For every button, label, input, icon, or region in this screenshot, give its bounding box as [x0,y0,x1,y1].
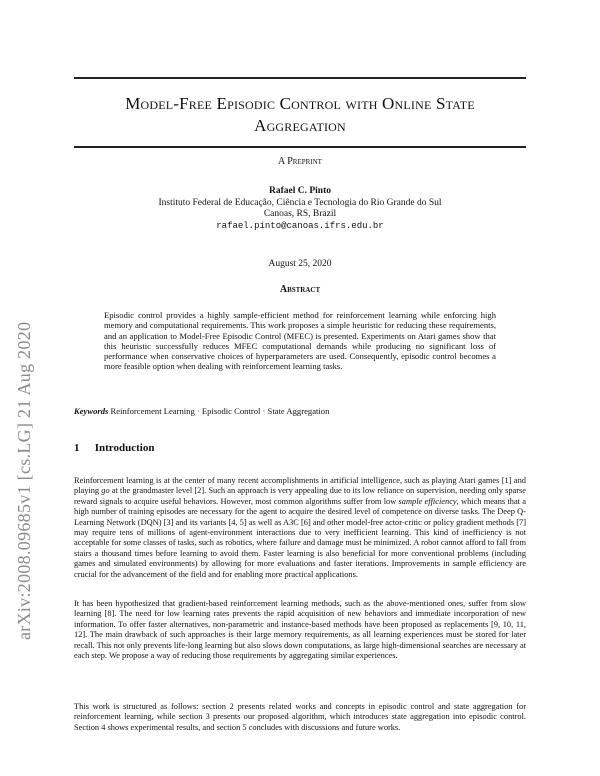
keywords-items: Reinforcement Learning · Episodic Control · State Aggregation [110,406,330,416]
section-heading-introduction [74,442,526,454]
arxiv-identifier-text: arXiv:2008.09685v1 [cs.LG] 21 Aug 2020 [14,321,34,640]
arxiv-identifier-margin [14,200,40,640]
intro-p1-part-c: , which means that a high number of training episodes are necessary for the agent to acquire the desired level of competence on diverse tasks. The Deep Q-Learning Network (DQN) [3] and its variants [4, 5] as well as A3C [6] and other model-free actor-critic or policy gradient methods [7] may require tens of millions of agent-environment interactions due to very inefficient learning. This kind of inefficiency is not acceptable for some classes of tasks, such as robotics, where failure and damage must be minimized. A robot cannot afford to fall from stairs a thousand times before learning to avoid them. Faster learning is also beneficial for more conventional problems (including games and simulated environments) by allowing for more evaluations and faster iterations. Improvements in sample efficiency are crucial for the advancement of the field and for enabling more practical applications. [74,496,526,579]
section-title: Introduction [94,442,155,454]
author-location: Canoas, RS, Brazil [263,209,337,219]
intro-p1-sample-efficiency: sample efficiency [398,496,457,506]
keywords-line [74,406,526,417]
intro-paragraph-1 [74,476,526,580]
abstract-text: Episodic control provides a highly sample-efficient method for reinforcement learning while enforcing high memory and computational requirements. This work proposes a simple heuristic for reducing these requirements, and an application to Model-Free Episodic Control (MFEC) is presented. Experiments on Atari games show that this heuristic successfully reduces MFEC computational demands while producing no significant loss of performance when conservative choices of hyperparameters are used. Consequently, episodic control becomes a more feasible option when dealing with reinforcement learning tasks. [104,310,496,372]
preprint-label: A Preprint [278,156,322,167]
author-affiliation: Instituto Federal de Educação, Ciência e Tecnologia do Rio Grande do Sul [158,197,442,208]
title-line-1: Model-Free Episodic Control with Online State [125,94,475,113]
author-name: Rafael C. Pinto [268,186,331,196]
title-rule-top [74,77,526,79]
intro-p1-go: go [101,486,110,496]
intro-p1-part-a: Reinforcement learning is at the center of many recent accomplishments in artificial intelligence, such as playing Atari games [1] and playing [74,476,526,496]
author-email: rafael.pinto@canoas.ifrs.edu.br [216,220,384,231]
publication-date: August 25, 2020 [268,259,332,269]
author-block [74,186,526,232]
section-number: 1 [74,442,80,454]
abstract-heading: Abstract [279,284,321,295]
intro-p1-part-b: at the grandmaster level [2]. Such an approach is very appealing due to its low reliance on supervision, needing only sparse reward signals to acquire useful behaviors. However, most common algorithms suffer from low [74,486,526,506]
title-rule-bottom [74,146,526,148]
paper-title [74,93,526,137]
intro-paragraph-2: It has been hypothesized that gradient-based reinforcement learning methods, such as the above-mentioned ones, suffer from slow learning [8]. The need for low learning rates prevents the rapid acquisition of new behaviors and immediate incorporation of new information. To offer faster alternatives, non-parametric and instance-based methods have been proposed as replacements [9, 10, 11, 12]. The main drawback of such approaches is their large memory requirements, as all learning experiences must be stored for later recall. This not only prevents life-long learning but also slows down computations, as large high-dimensional searches are necessary at each step. We propose a way of reducing those requirements by aggregating similar experiences. [74,599,526,661]
title-line-2: Aggregation [254,116,346,135]
keywords-label: Keywords [74,406,109,416]
intro-paragraph-3: This work is structured as follows: section 2 presents related works and concepts in episodic control and state aggregation for reinforcement learning, while section 3 presents our proposed algorithm, which introduces state aggregation into episodic control. Section 4 shows experimental results, and section 5 concludes with discussions and future works. [74,702,526,732]
